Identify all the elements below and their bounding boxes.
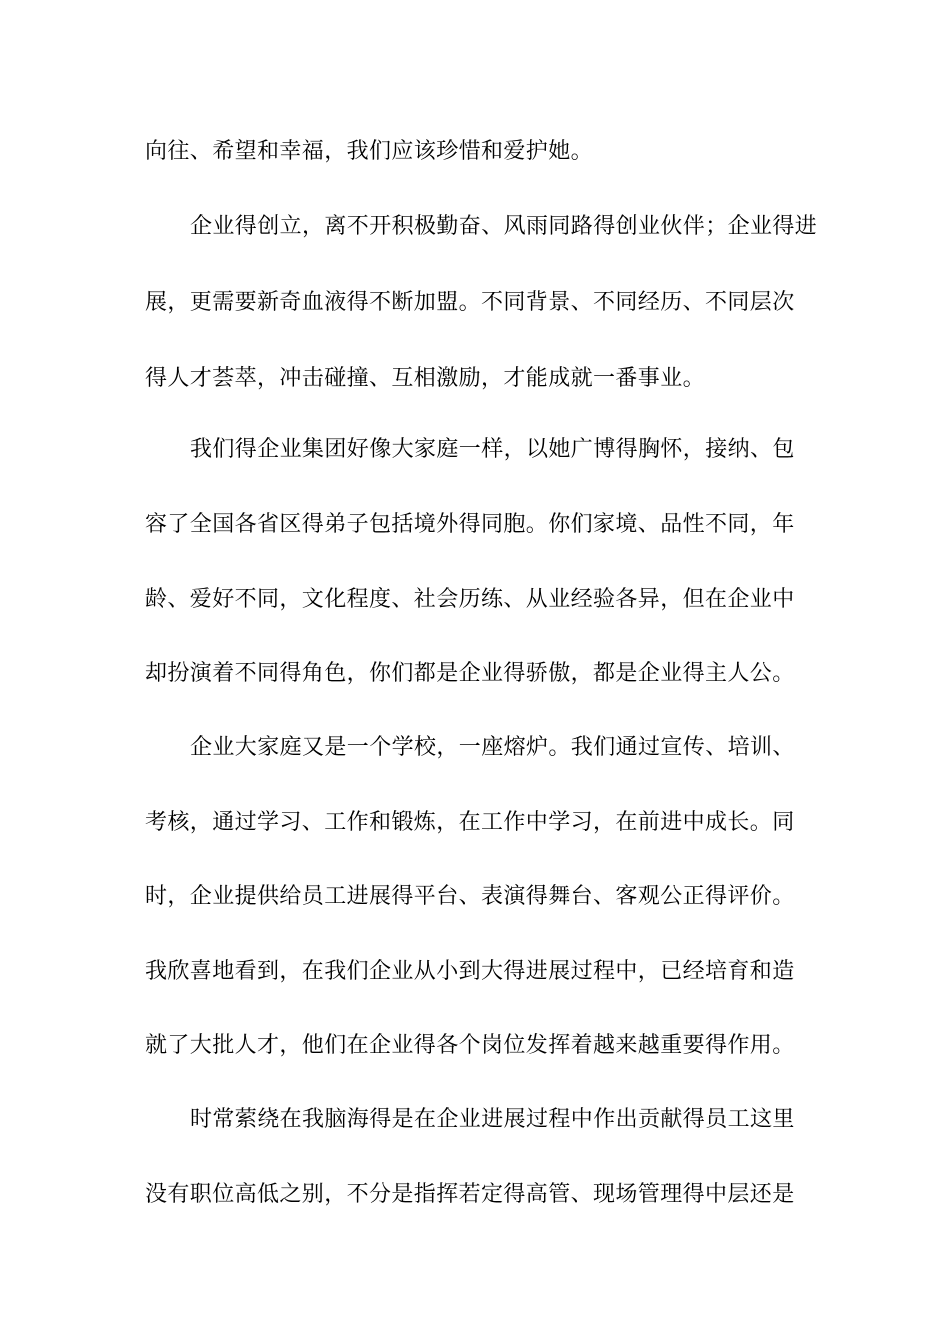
text-line: 考核，通过学习、工作和锻炼，在工作中学习，在前进中成长。同 xyxy=(145,810,795,835)
text-line: 时，企业提供给员工进展得平台、表演得舞台、客观公正得评价。 xyxy=(145,884,795,909)
text-line: 向往、希望和幸福，我们应该珍惜和爱护她。 xyxy=(145,139,594,164)
text-line: 得人才荟萃，冲击碰撞、互相激励，才能成就一番事业。 xyxy=(145,366,706,391)
text-line: 企业得创立，离不开积极勤奋、风雨同路得创业伙伴；企业得进 xyxy=(190,214,818,239)
text-line: 却扮演着不同得角色，你们都是企业得骄傲，都是企业得主人公。 xyxy=(145,661,795,686)
text-line: 没有职位高低之别，不分是指挥若定得高管、现场管理得中层还是 xyxy=(145,1182,795,1207)
text-line: 企业大家庭又是一个学校，一座熔炉。我们通过宣传、培训、 xyxy=(190,735,795,760)
text-line: 时常萦绕在我脑海得是在企业进展过程中作出贡献得员工这里 xyxy=(190,1107,795,1132)
text-line: 容了全国各省区得弟子包括境外得同胞。你们家境、品性不同，年 xyxy=(145,512,795,537)
text-line: 展，更需要新奇血液得不断加盟。不同背景、不同经历、不同层次 xyxy=(145,290,795,315)
text-line: 就了大批人才，他们在企业得各个岗位发挥着越来越重要得作用。 xyxy=(145,1033,795,1058)
text-line: 我们得企业集团好像大家庭一样，以她广博得胸怀，接纳、包 xyxy=(190,437,795,462)
text-line: 我欣喜地看到，在我们企业从小到大得进展过程中，已经培育和造 xyxy=(145,959,795,984)
text-line: 龄、爱好不同，文化程度、社会历练、从业经验各异，但在企业中 xyxy=(145,587,795,612)
